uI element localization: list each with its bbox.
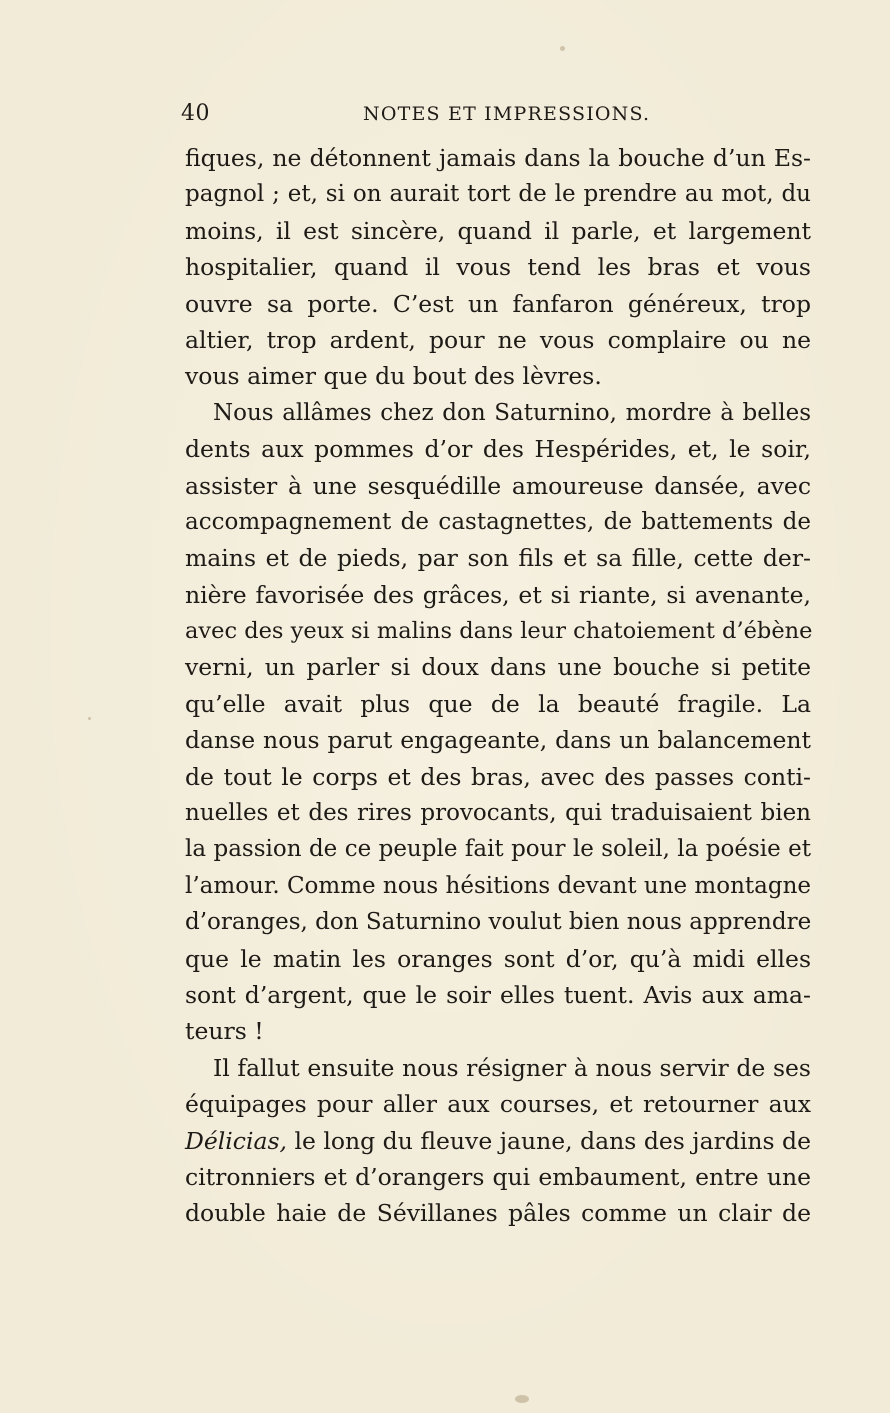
text-line: mains et de pieds, par son fils et sa fille, cette der- [185,544,811,573]
paper-speck [88,717,91,720]
text-line: pagnol ; et, si on aurait tort de le prendre au mot, du [185,181,811,208]
text-line: équipages pour aller aux courses, et retourner aux [185,1090,811,1119]
paper-speck [560,46,565,51]
paragraph-start-line: Nous allâmes chez don Saturnino, mordre à belles [213,399,811,426]
text-line: qu’elle avait plus que de la beauté fragile. La [185,689,811,718]
text-line: ouvre sa porte. C’est un fanfaron généreux, trop [185,289,811,318]
running-title: NOTES ET IMPRESSIONS. [363,103,651,125]
text-line: moins, il est sincère, quand il parle, et largement [185,216,811,245]
text-line: double haie de Sévillanes pâles comme un clair de [185,1199,811,1228]
text-line: d’oranges, don Saturnino voulut bien nous apprendre [185,909,812,936]
text-line: danse nous parut engageante, dans un balancement [185,726,811,755]
italic-place-name: Délicias, [185,1126,287,1155]
text-line: teurs ! [185,1017,264,1046]
paragraph-start-line: Il fallut ensuite nous résigner à nous servir de ses [213,1053,811,1082]
text-line: l’amour. Comme nous hésitions devant une montagne [185,872,811,899]
text-line: dents aux pommes d’or des Hespérides, et, le soir, [185,435,811,464]
text-line: vous aimer que du bout des lèvres. [185,362,602,391]
text-line: sont d’argent, que le soir elles tuent. Avis aux ama- [185,980,811,1009]
page-header [181,101,811,131]
text-line: fiques, ne détonnent jamais dans la bouche d’un Es- [185,144,811,172]
text-line: que le matin les oranges sont d’or, qu’à midi elles [185,944,811,973]
page-number: 40 [181,101,210,126]
text-line: citronniers et d’orangers qui embaument, entre une [185,1162,811,1191]
text-line-rest: le long du fleuve jaune, dans des jardins de [287,1126,812,1155]
text-line: verni, un parler si doux dans une bouche si petite [185,653,811,682]
text-line: de tout le corps et des bras, avec des passes conti- [185,762,811,791]
text-line: altier, trop ardent, pour ne vous complaire ou ne [185,325,811,354]
text-line [185,1123,811,1159]
text-line: assister à une sesquédille amoureuse dansée, avec [185,471,811,500]
paper-speck [515,1395,529,1403]
body-text [185,140,811,1232]
text-line: la passion de ce peuple fait pour le soleil, la poésie et [185,836,811,863]
text-line: hospitalier, quand il vous tend les bras et vous [185,253,811,282]
text-line: nuelles et des rires provocants, qui traduisaient bien [185,800,811,827]
text-line: accompagnement de castagnettes, de battements de [185,508,811,535]
text-line: nière favorisée des grâces, et si riante, si avenante, [185,580,811,609]
text-line: avec des yeux si malins dans leur chatoiement d’ébène [185,618,813,645]
